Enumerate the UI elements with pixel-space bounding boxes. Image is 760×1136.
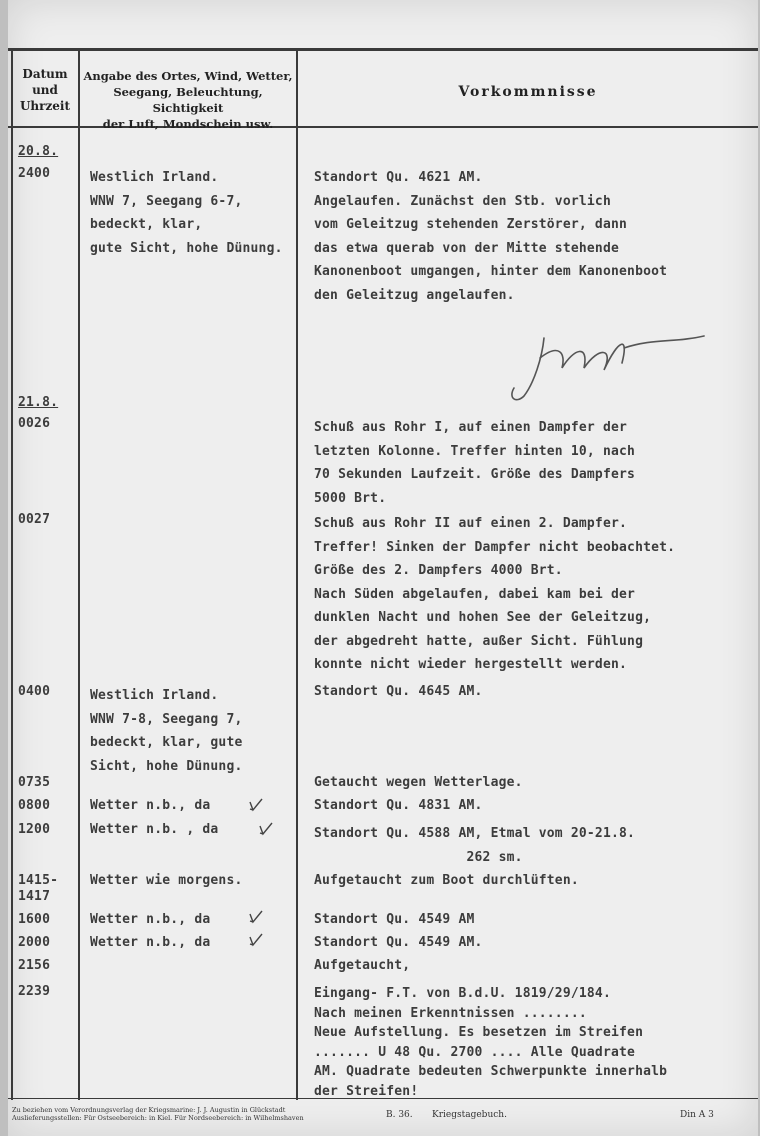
entry-event: Standort Qu. 4621 AM. Angelaufen. Zunächst den Stb. vorlich vom Geleitzug stehenden Zerstörer, dann das etwa querab von der Mitte stehende Kanonenboot umgangen, hinter dem Kanonenboot den Geleitzug angelaufen. (314, 170, 668, 303)
entry-time: 2239 (18, 984, 51, 999)
entry-time: 2400 (18, 166, 51, 181)
entry-event: Eingang- F.T. von B.d.U. 1819/29/184. Nach meinen Erkenntnissen ........ Neue Aufstellung. Es besetzen im Streifen ....... U 48 Qu. 2700 .... Alle Quadrate AM. Quadrate bedeuten Schwerpunkte innerhalb der Streifen! (314, 986, 668, 1099)
entry-event: Aufgetaucht, (314, 958, 411, 973)
entry-place: Wetter n.b., da (90, 912, 211, 927)
column-rule-date (78, 50, 80, 1100)
top-rule (8, 48, 758, 51)
entry-event: Standort Qu. 4645 AM. (314, 684, 483, 699)
entry-event: Standort Qu. 4549 AM. (314, 935, 483, 950)
column-rule-place (296, 50, 298, 1100)
imprint-text: Zu beziehen vom Verordnungsverlag der Kriegsmarine: J. J. Augustin in Glückstadt Auslieferungsstellen: Für Ostseebereich: in Kiel. Für Nordseebereich: in Wilhelmshaven (12, 1106, 304, 1122)
entry-place: Wetter n.b. , da (90, 822, 219, 837)
entry-event: Standort Qu. 4831 AM. (314, 798, 483, 813)
entry-event: Standort Qu. 4549 AM (314, 912, 475, 927)
entry-time: 1200 (18, 822, 51, 837)
entry-place: Wetter wie morgens. (90, 873, 243, 888)
entry-date: 20.8. (18, 144, 59, 159)
place-column-header: Angabe des Ortes, Wind, Wetter, Seegang, Beleuchtung, Sichtigkeit der Luft, Mondschein usw. (83, 69, 293, 131)
entry-event: Getaucht wegen Wetterlage. (314, 775, 523, 790)
entry-time: 2156 (18, 958, 51, 973)
logbook-page (8, 0, 758, 1136)
events-column-header: Vorkommnisse (458, 84, 598, 100)
check-mark-icon (248, 933, 264, 947)
date-column-header: Datum und Uhrzeit (19, 67, 71, 113)
entry-time: 0400 (18, 684, 51, 699)
entry-place: Westlich Irland. WNW 7-8, Seegang 7, bedeckt, klar, gute Sicht, hohe Dünung. (90, 688, 243, 774)
check-mark-icon (258, 822, 274, 836)
entry-place: Wetter n.b., da (90, 798, 211, 813)
entry-date: 21.8. (18, 395, 59, 410)
entry-event: Schuß aus Rohr II auf einen 2. Dampfer. Treffer! Sinken der Dampfer nicht beobachtet. Größe des 2. Dampfers 4000 Brt. Nach Süden abgelaufen, dabei kam bei der dunklen Nacht und hohen See der Geleitzug, der abgedreht hatte, außer Sicht. Fühlung konnte nicht wieder hergestellt werden. (314, 516, 676, 672)
entry-event: Standort Qu. 4588 AM, Etmal vom 20-21.8. 262 sm. (314, 826, 636, 865)
entry-time: 1415- 1417 (18, 873, 59, 904)
entry-time: 0026 (18, 416, 51, 431)
entry-time: 0735 (18, 775, 51, 790)
din-format: Din A 3 (680, 1110, 714, 1120)
handwritten-signature (504, 308, 724, 408)
entry-place: Westlich Irland. WNW 7, Seegang 6-7, bedeckt, klar, gute Sicht, hohe Dünung. (90, 170, 283, 256)
entry-time: 1600 (18, 912, 51, 927)
entry-place: Wetter n.b., da (90, 935, 211, 950)
check-mark-icon (248, 910, 264, 924)
form-number: B. 36. (386, 1110, 413, 1120)
entry-time: 0027 (18, 512, 51, 527)
entry-time: 0800 (18, 798, 51, 813)
form-title: Kriegstagebuch. (432, 1110, 507, 1120)
entry-event: Aufgetaucht zum Boot durchlüften. (314, 873, 579, 888)
entry-event: Schuß aus Rohr I, auf einen Dampfer der letzten Kolonne. Treffer hinten 10, nach 70 Sekunden Laufzeit. Größe des Dampfers 5000 Brt. (314, 420, 636, 506)
entry-time: 2000 (18, 935, 51, 950)
check-mark-icon (248, 798, 264, 812)
column-rule-left (11, 50, 13, 1100)
